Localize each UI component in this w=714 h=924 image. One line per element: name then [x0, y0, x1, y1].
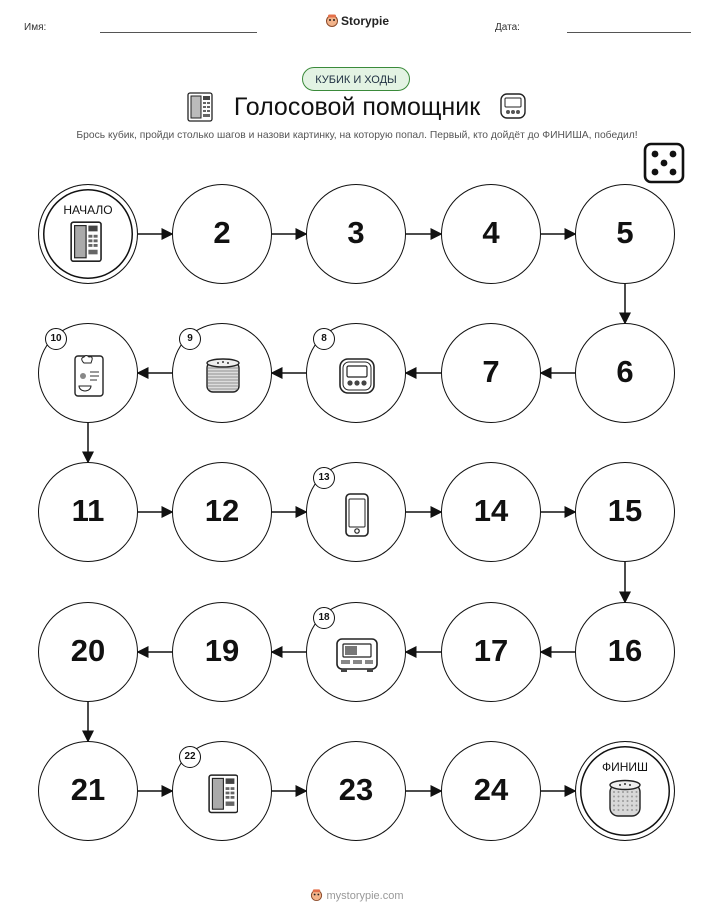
cell-number: 3 — [347, 215, 365, 250]
cell-number: 17 — [473, 633, 509, 668]
alarm-clock-radio-icon — [335, 637, 379, 678]
footer-site — [0, 888, 714, 902]
board-cell — [441, 741, 541, 841]
board-cell — [38, 741, 138, 841]
cell-number: 23 — [338, 772, 374, 807]
cell-number: 11 — [71, 493, 105, 528]
cell-number-badge: 8 — [313, 328, 335, 350]
microwave-icon — [208, 774, 239, 819]
cell-label: ФИНИШ — [601, 760, 649, 774]
board-cell — [38, 462, 138, 562]
game-tag-badge: КУБИК И ХОДЫ — [302, 67, 410, 91]
board-cell — [38, 602, 138, 702]
smart-speaker-icon — [204, 356, 242, 401]
speaker-puck-icon — [607, 778, 643, 825]
board-cell — [172, 184, 272, 284]
board-cell — [441, 184, 541, 284]
cell-number: 6 — [616, 354, 634, 389]
cell-number: 5 — [616, 215, 634, 250]
microwave-icon — [70, 221, 102, 267]
cell-number: 20 — [70, 633, 106, 668]
board-cell — [575, 602, 675, 702]
cell-number-badge: 18 — [313, 607, 335, 629]
cell-number: 15 — [607, 493, 643, 528]
cell-number: 4 — [482, 215, 500, 250]
start-cell — [38, 184, 138, 284]
board-cell — [441, 602, 541, 702]
board-cell — [575, 323, 675, 423]
date-label: Дата: — [495, 22, 520, 33]
timer-icon — [337, 356, 377, 401]
brand-name: Storypie — [340, 14, 389, 28]
cell-number: 7 — [482, 354, 500, 389]
board-cell — [306, 184, 406, 284]
cell-number: 19 — [204, 633, 240, 668]
pie-mascot-icon — [310, 888, 323, 901]
footer-site-text: mystorypie.com — [326, 890, 404, 902]
board-cell — [306, 741, 406, 841]
cell-number: 2 — [213, 215, 231, 250]
cell-number: 12 — [204, 493, 240, 528]
cell-number: 14 — [473, 493, 509, 528]
cell-number-badge: 9 — [179, 328, 201, 350]
cell-number: 24 — [473, 772, 509, 807]
board-cell — [172, 602, 272, 702]
cell-number-badge: 13 — [313, 467, 335, 489]
name-label: Имя: — [24, 22, 47, 33]
board-cell — [441, 323, 541, 423]
page-title: Голосовой помощник — [233, 93, 481, 121]
board-cell — [575, 462, 675, 562]
smartphone-icon — [344, 493, 370, 542]
instructions-text: Брось кубик, пройди столько шагов и назови картинку, на которую попал. Первый, кто дойдёт до ФИНИША, победил! — [76, 130, 638, 141]
cell-label: НАЧАЛО — [63, 203, 113, 217]
cell-number: 21 — [70, 772, 106, 807]
recipe-card-icon — [71, 354, 107, 403]
board-cell — [441, 462, 541, 562]
cell-number: 16 — [607, 633, 643, 668]
cell-number-badge: 10 — [45, 328, 67, 350]
board-cell — [172, 462, 272, 562]
finish-cell — [575, 741, 675, 841]
cell-number-badge: 22 — [179, 746, 201, 768]
board-cell — [575, 184, 675, 284]
